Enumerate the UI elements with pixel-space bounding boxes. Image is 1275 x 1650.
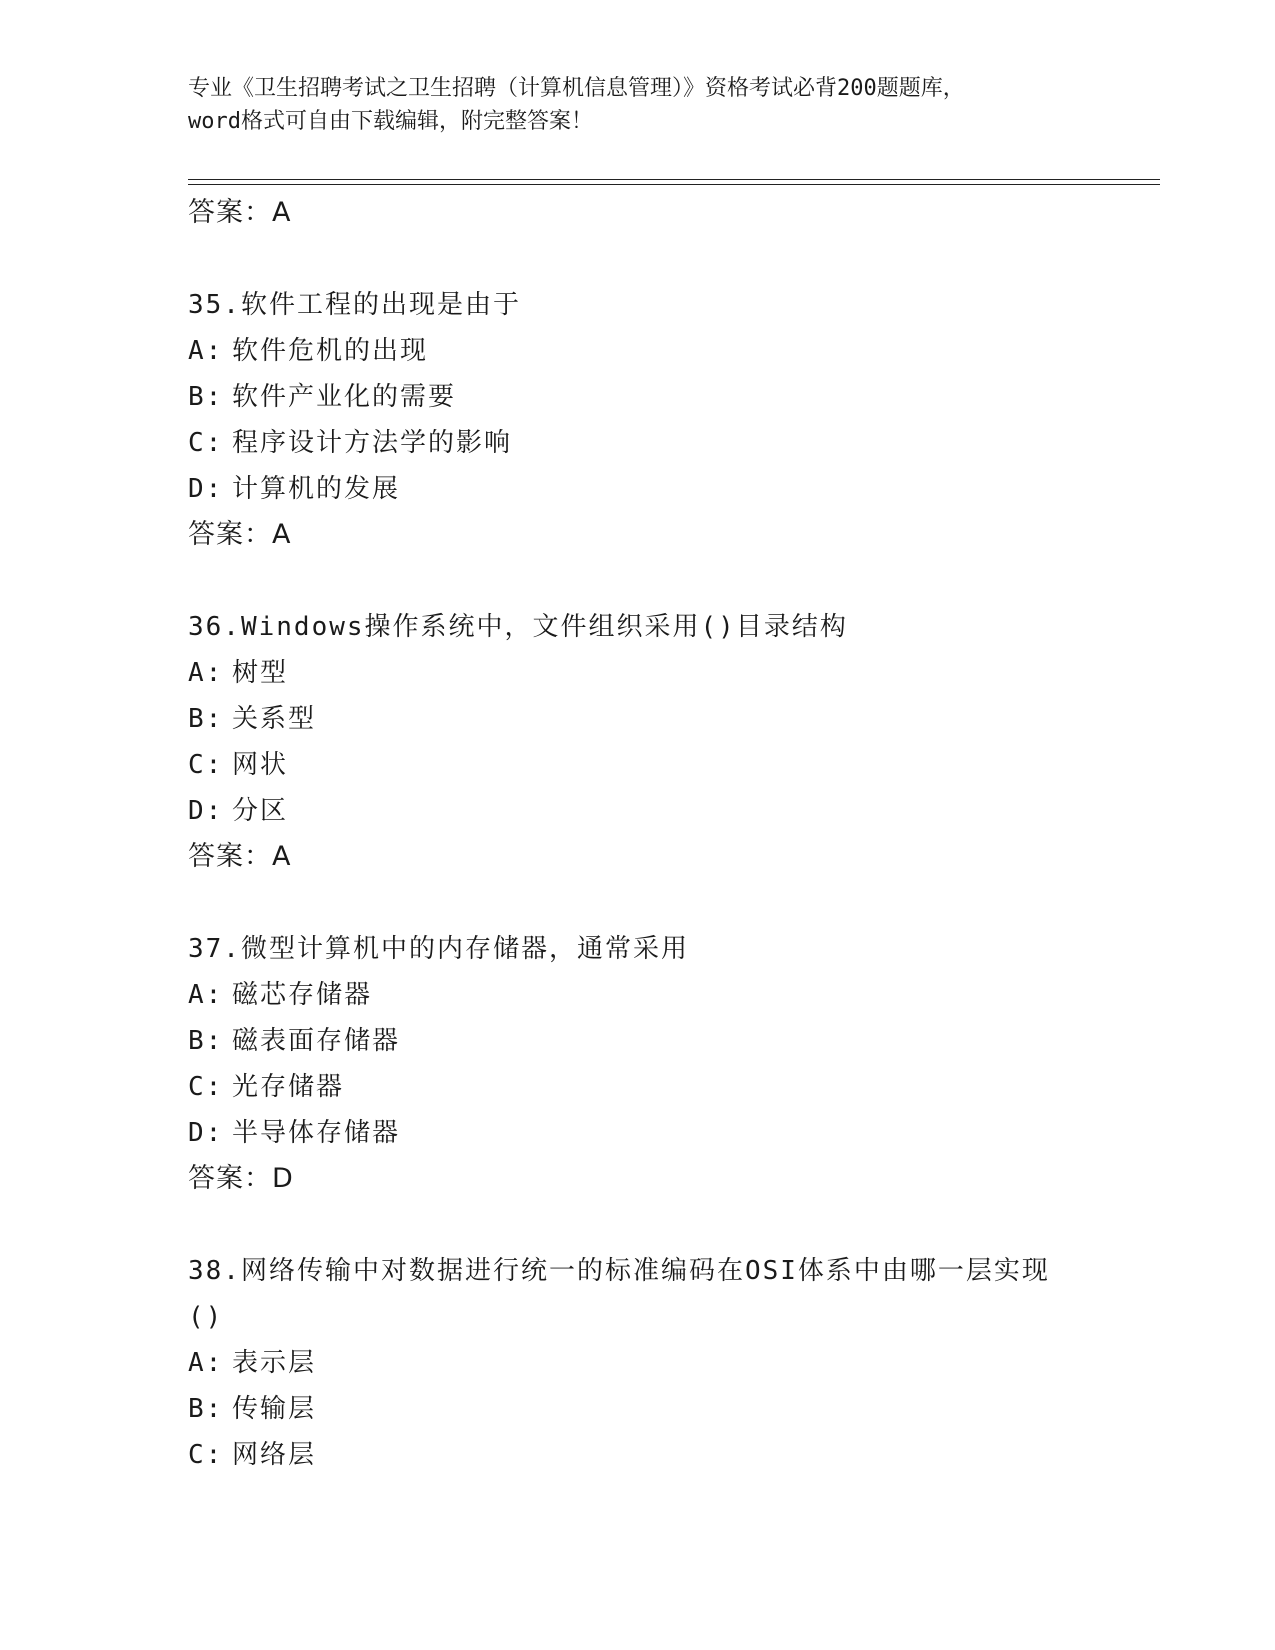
option-letter: C: bbox=[188, 1072, 224, 1102]
document-header bbox=[188, 72, 1088, 138]
header-divider-bottom bbox=[188, 184, 1160, 185]
option-text: 网络层 bbox=[232, 1440, 317, 1470]
option-b bbox=[188, 374, 1088, 420]
question-38 bbox=[188, 1248, 1088, 1478]
option-a bbox=[188, 1340, 1088, 1386]
option-c bbox=[188, 742, 1088, 788]
option-letter: B: bbox=[188, 382, 224, 412]
option-text: 磁表面存储器 bbox=[232, 1026, 401, 1056]
option-text: 传输层 bbox=[232, 1394, 317, 1424]
option-text: 网状 bbox=[232, 750, 289, 780]
option-text: 程序设计方法学的影响 bbox=[232, 428, 513, 458]
option-letter: A: bbox=[188, 1348, 224, 1378]
option-letter: A: bbox=[188, 336, 224, 366]
answer-line: 答案：A bbox=[188, 519, 292, 550]
option-text: 软件危机的出现 bbox=[232, 336, 429, 366]
option-text: 磁芯存储器 bbox=[232, 980, 373, 1010]
header-line-2: word格式可自由下载编辑，附完整答案！ bbox=[188, 109, 593, 134]
option-d bbox=[188, 1110, 1088, 1156]
option-c bbox=[188, 1432, 1088, 1478]
option-letter: D: bbox=[188, 1118, 224, 1148]
option-text: 分区 bbox=[232, 796, 289, 826]
option-b bbox=[188, 696, 1088, 742]
option-a bbox=[188, 972, 1088, 1018]
option-letter: C: bbox=[188, 428, 224, 458]
option-d bbox=[188, 788, 1088, 834]
option-letter: B: bbox=[188, 704, 224, 734]
option-text: 计算机的发展 bbox=[232, 474, 401, 504]
option-letter: C: bbox=[188, 1440, 224, 1470]
option-text: 关系型 bbox=[232, 704, 317, 734]
question-list bbox=[188, 190, 1088, 1478]
question-text: 37.微型计算机中的内存储器，通常采用 bbox=[188, 934, 689, 964]
option-letter: A: bbox=[188, 980, 224, 1010]
header-line-1: 专业《卫生招聘考试之卫生招聘（计算机信息管理）》资格考试必背200题题库， bbox=[188, 76, 965, 101]
question-text-continued: () bbox=[188, 1302, 224, 1332]
question-37 bbox=[188, 926, 1088, 1202]
option-text: 树型 bbox=[232, 658, 289, 688]
option-c bbox=[188, 420, 1088, 466]
option-b bbox=[188, 1018, 1088, 1064]
question-36 bbox=[188, 604, 1088, 880]
header-divider-top bbox=[188, 179, 1160, 180]
option-text: 光存储器 bbox=[232, 1072, 345, 1102]
option-letter: B: bbox=[188, 1394, 224, 1424]
question-text: 35.软件工程的出现是由于 bbox=[188, 290, 521, 320]
option-a bbox=[188, 650, 1088, 696]
option-a bbox=[188, 328, 1088, 374]
question-35 bbox=[188, 282, 1088, 558]
option-text: 软件产业化的需要 bbox=[232, 382, 457, 412]
option-letter: D: bbox=[188, 796, 224, 826]
option-c bbox=[188, 1064, 1088, 1110]
option-text: 半导体存储器 bbox=[232, 1118, 401, 1148]
option-text: 表示层 bbox=[232, 1348, 317, 1378]
question-text: 38.网络传输中对数据进行统一的标准编码在OSI体系中由哪一层实现 bbox=[188, 1256, 1050, 1286]
option-b bbox=[188, 1386, 1088, 1432]
answer-line: 答案：D bbox=[188, 1163, 294, 1194]
answer-line: 答案：A bbox=[188, 197, 292, 228]
option-letter: C: bbox=[188, 750, 224, 780]
question-text: 36.Windows操作系统中，文件组织采用()目录结构 bbox=[188, 612, 848, 642]
option-letter: B: bbox=[188, 1026, 224, 1056]
option-letter: A: bbox=[188, 658, 224, 688]
option-d bbox=[188, 466, 1088, 512]
answer-line: 答案：A bbox=[188, 841, 292, 872]
option-letter: D: bbox=[188, 474, 224, 504]
